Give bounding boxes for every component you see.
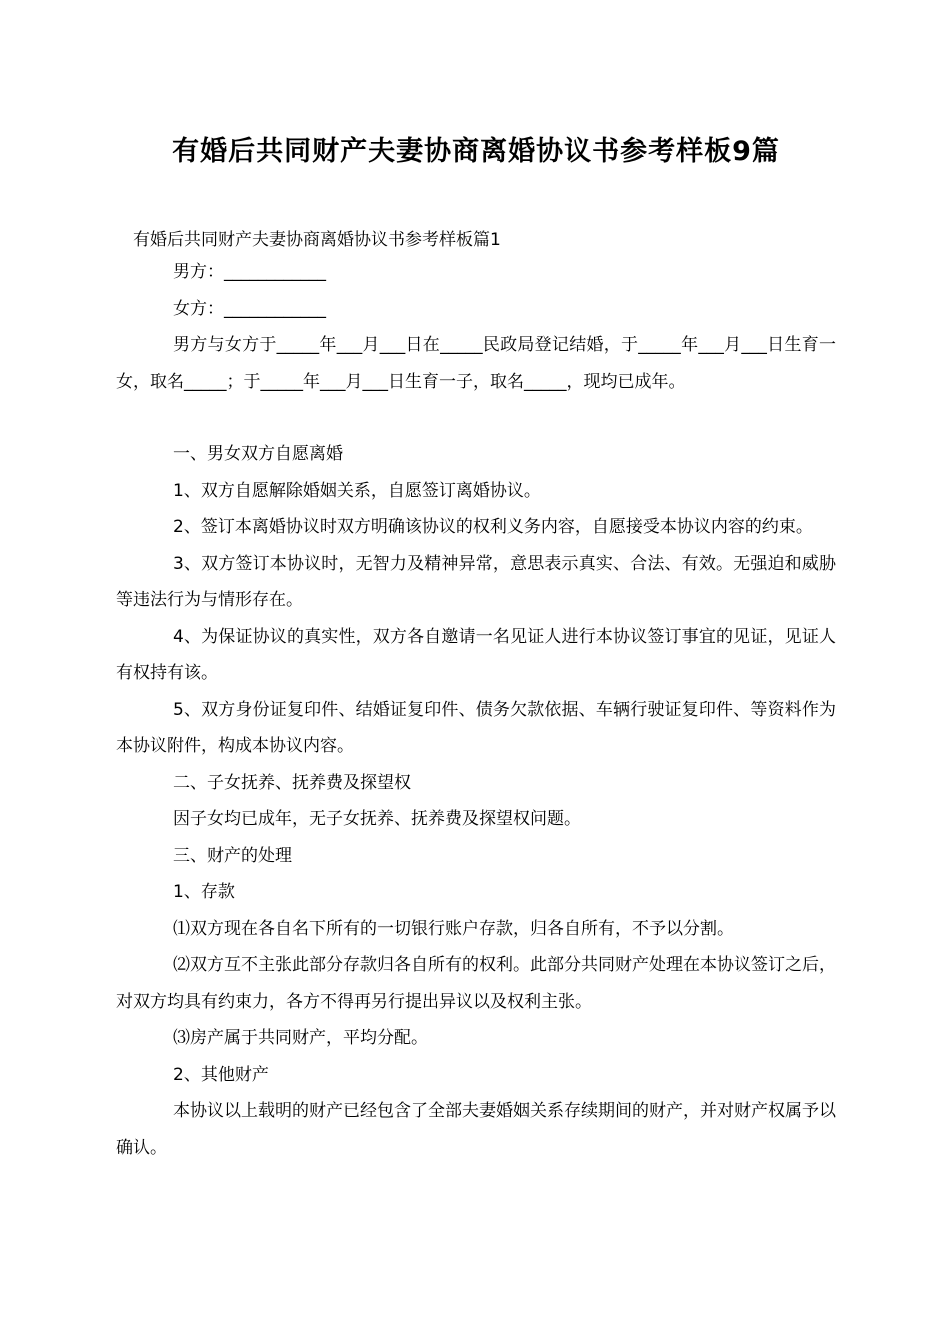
section-heading: 一、男女双方自愿离婚 [173, 444, 343, 464]
clause-paragraph: 5、双方身份证复印件、结婚证复印件、债务欠款依据、车辆行驶证复印件、等资料作为本协议附件，构成本协议内容。 [116, 699, 836, 756]
clause-paragraph: ⑴双方现在各自名下所有的一切银行账户存款，归各自所有，不予以分割。 [173, 918, 734, 939]
female-party-line: 女方：____________ [173, 298, 326, 319]
clause-paragraph: 1、双方自愿解除婚姻关系，自愿签订离婚协议。 [173, 480, 541, 501]
section-heading: 三、财产的处理 [173, 845, 292, 866]
clause-paragraph: ⑵双方互不主张此部分存款归各自所有的权利。此部分共同财产处理在本协议签订之后，对双方均具有约束力，各方不得再另行提出异议以及权利主张。 [116, 955, 836, 1012]
clause-paragraph: 2、签订本离婚协议时双方明确该协议的权利义务内容，自愿接受本协议内容的约束。 [173, 517, 813, 537]
clause-paragraph: 本协议以上载明的财产已经包含了全部夫妻婚姻关系存续期间的财产，并对财产权属予以确认。 [116, 1101, 836, 1158]
clause-paragraph: 3、双方签订本协议时，无智力及精神异常，意思表示真实、合法、有效。无强迫和威胁等违法行为与情形存在。 [116, 553, 836, 610]
section-heading: 二、子女抚养、抚养费及探望权 [173, 772, 411, 793]
document-title: 有婚后共同财产夫妻协商离婚协议书参考样板9篇 [172, 136, 780, 167]
paragraph-gap [116, 400, 836, 436]
clause-paragraph: 4、为保证协议的真实性，双方各自邀请一名见证人进行本协议签订事宜的见证，见证人有权持有该。 [116, 626, 836, 683]
clause-paragraph: 因子女均已成年，无子女抚养、抚养费及探望权问题。 [173, 809, 581, 829]
sub-heading: 2、其他财产 [173, 1064, 269, 1085]
male-party-line: 男方：____________ [173, 262, 326, 282]
section-subtitle: 有婚后共同财产夫妻协商离婚协议书参考样板篇1 [133, 230, 501, 250]
sub-heading: 1、存款 [173, 882, 235, 902]
marriage-info-paragraph: 男方与女方于_____年___月___日在_____民政局登记结婚，于_____年___月___日生育一女，取名_____；于_____年___月___日生育一子，取名_____，现均已成年。 [116, 335, 836, 392]
clause-paragraph: ⑶房产属于共同财产，平均分配。 [173, 1028, 428, 1048]
